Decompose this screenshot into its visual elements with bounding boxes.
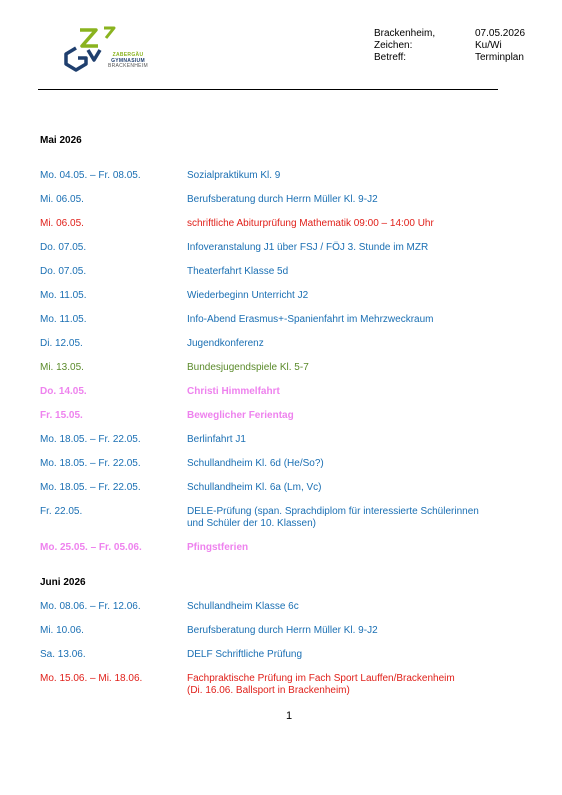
event-row [40,434,510,446]
event-date: Fr. 22.05. [40,506,83,517]
event-row [40,362,510,374]
event-row [40,410,510,422]
event-date: Mo. 18.05. – Fr. 22.05. [40,482,141,493]
header-row [374,52,544,64]
month-heading-june: Juni 2026 [40,577,86,588]
event-text [187,673,510,697]
header-date: 07.05.2026 [475,28,526,39]
header-subject-value: Terminplan [475,52,524,63]
event-text: Schullandheim Kl. 6d (He/So?) [187,458,324,469]
event-text: Bundesjugendspiele Kl. 5-7 [187,362,309,373]
header-row [374,28,544,40]
event-date: Mo. 11.05. [40,314,87,325]
event-row [40,266,510,278]
header-sign-label: Zeichen: [374,40,413,51]
header-sign-value: Ku/Wi [475,40,502,51]
event-text-line-2: und Schüler der 10. Klassen) [187,518,316,529]
event-row [40,338,510,350]
event-date: Mo. 15.06. – Mi. 18.06. [40,673,143,684]
event-text [187,506,510,530]
event-date: Sa. 13.06. [40,649,86,660]
event-text: Berufsberatung durch Herrn Müller Kl. 9-J2 [187,194,378,205]
event-text: Christi Himmelfahrt [187,386,280,397]
event-row [40,290,510,302]
header-row [374,40,544,52]
event-date: Do. 07.05. [40,242,87,253]
event-date: Di. 12.05. [40,338,83,349]
event-row [40,194,510,206]
event-date: Mo. 25.05. – Fr. 05.06. [40,542,142,553]
event-date: Do. 14.05. [40,386,87,397]
school-logo [60,24,146,76]
event-text-line-1: DELE-Prüfung (span. Sprachdiplom für interessierte Schülerinnen [187,506,479,517]
event-date: Mo. 18.05. – Fr. 22.05. [40,458,141,469]
event-text: Wiederbeginn Unterricht J2 [187,290,309,301]
event-text: Schullandheim Kl. 6a (Lm, Vc) [187,482,322,493]
event-text: Berufsberatung durch Herrn Müller Kl. 9-J2 [187,625,378,636]
logo-wordmark [98,53,158,70]
event-date: Mo. 11.05. [40,290,87,301]
event-text: Info-Abend Erasmus+-Spanienfahrt im Mehrzweckraum [187,314,434,325]
header-divider [38,89,498,90]
event-row [40,625,510,637]
event-row [40,242,510,254]
logo-line-2: GYMNASIUM [111,57,145,64]
event-row [40,386,510,398]
event-text: Theaterfahrt Klasse 5d [187,266,289,277]
event-text: Beweglicher Ferientag [187,410,294,421]
event-text: Sozialpraktikum Kl. 9 [187,170,281,181]
event-text: Berlinfahrt J1 [187,434,246,445]
event-date: Mi. 10.06. [40,625,84,636]
event-row [40,458,510,470]
event-text: DELF Schriftliche Prüfung [187,649,303,660]
event-text: Jugendkonferenz [187,338,264,349]
logo-line-3: BRACKENHEIM [108,63,148,69]
event-date: Mi. 06.05. [40,194,84,205]
event-row [40,601,510,613]
event-date: Mo. 08.06. – Fr. 12.06. [40,601,141,612]
event-date: Fr. 15.05. [40,410,83,421]
event-row [40,506,510,530]
event-date: Mo. 18.05. – Fr. 22.05. [40,434,141,445]
event-text: Pfingstferien [187,542,249,553]
event-row [40,314,510,326]
event-text: schriftliche Abiturprüfung Mathematik 09:00 – 14:00 Uhr [187,218,434,229]
event-text: Schullandheim Klasse 6c [187,601,299,612]
letter-header [374,28,544,64]
header-subject-label: Betreff: [374,52,407,63]
event-date: Mi. 13.05. [40,362,84,373]
event-text-line-1: Fachpraktische Prüfung im Fach Sport Lauffen/Brackenheim [187,673,455,684]
event-row [40,649,510,661]
event-text: Infoveranstalung J1 über FSJ / FÖJ 3. Stunde im MZR [187,242,429,253]
event-text-line-2: (Di. 16.06. Ballsport in Brackenheim) [187,685,350,696]
logo-line-1: ZABERGÄU [112,52,144,58]
page-number: 1 [286,710,293,722]
month-heading-may: Mai 2026 [40,135,82,146]
event-row [40,218,510,230]
event-row [40,482,510,494]
event-row [40,170,510,182]
event-date: Mo. 04.05. – Fr. 08.05. [40,170,141,181]
header-place: Brackenheim, [374,28,436,39]
event-date: Do. 07.05. [40,266,87,277]
event-row [40,542,510,554]
event-date: Mi. 06.05. [40,218,84,229]
event-row [40,673,510,697]
